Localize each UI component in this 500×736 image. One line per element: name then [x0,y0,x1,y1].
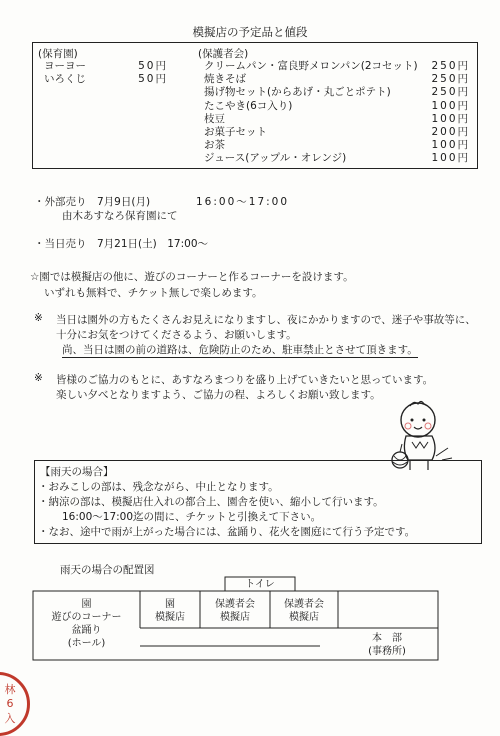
plan-hall-line: 遊びのコーナー [51,612,122,623]
plan-office [342,632,432,658]
menu-item-name: 揚げ物セット(からあげ・丸ごとポテト) [204,86,391,99]
rain-line3: 16:00〜17:00迄の間に、チケットと引換えて下さい。 [62,511,322,523]
plan-parents-stall-line: 保護者会 [284,599,324,610]
plan-parents-stall-line: 模擬店 [289,612,319,623]
menu-item-price: 250円 [431,60,470,72]
plan-parents-stall-1 [200,598,270,624]
toilet-label: トイレ [245,579,275,590]
rain-line4: ・なお、途中で雨が上がった場合には、盆踊り、花火を園庭にて行う予定です。 [38,526,416,538]
menu-item-name: ヨーヨー [44,60,86,72]
thanks-mark: ※ [34,372,43,384]
plan-hall-line: 盆踊り [71,625,102,636]
menu-item-name: 焼きそば [204,73,246,86]
plan-nursery-stall [140,598,200,624]
menu-item-name: ジュース(アップル・オレンジ) [204,152,347,165]
menu-item-name: お茶 [204,139,225,152]
menu-item-name: お菓子セット [204,126,267,138]
rain-heading: 【雨天の場合】 [40,466,114,478]
plan-office-line: 本 部 [372,633,402,644]
outside-sale-place: 由木あすなろ保育園にて [62,210,178,222]
menu-item-price: 100円 [431,139,470,152]
plan-nursery-stall-line: 模擬店 [155,612,185,623]
menu-item-name: たこやき(6コ入り) [204,99,293,112]
stamp-text-bottom: 入 [4,712,16,725]
plan-hall [33,598,140,650]
plan-hall-line: (ホール) [67,638,106,649]
menu-item-price: 100円 [431,152,470,165]
caution-mark: ※ [34,312,43,324]
caution-line2: 十分にお気をつけてくださるよう、お願いします。 [56,329,297,341]
plan-hall-line: 園 [81,599,92,610]
plan-parents-stall-line: 保護者会 [215,599,255,610]
plan-parents-stall-2 [270,598,338,624]
page-title: 模擬店の予定品と値段 [192,25,308,39]
outside-sale-time: 16:00〜17:00 [196,196,290,208]
nursery-heading: (保育園) [38,48,78,60]
stamp-text-top: 林 [4,683,16,696]
plan-office-line: (事務所) [368,646,406,657]
menu-item-price: 50円 [138,60,168,72]
menu-item-price: 100円 [431,112,470,125]
outside-sale-label: ・外部売り 7月9日(月) [34,196,151,208]
plan-nursery-stall-line: 園 [165,599,175,610]
floor-plan-heading: 雨天の場合の配置図 [60,564,155,576]
menu-item-name: クリームパン・富良野メロンパン(2コセット) [204,60,418,72]
stamp-text-middle: 6 [6,697,14,710]
caution-line1: 当日は園外の方もたくさんお見えになりますし、夜にかかりますので、迷子や事故等に、 [56,314,476,326]
corner-note-line2: いずれも無料で、チケット無しで楽しめます。 [44,287,263,299]
caution-line3: 尚、当日は園の前の道路は、危険防止のため、駐車禁止とさせて頂きます。 [62,344,418,356]
menu-item-price: 250円 [431,73,470,86]
menu-item-price: 250円 [431,86,470,99]
menu-item-price: 200円 [431,126,470,138]
menu-item-price: 50円 [138,73,168,85]
menu-item-name: いろくじ [44,73,86,85]
parents-heading: (保護者会) [198,48,249,60]
red-stamp [0,672,30,736]
menu-item-name: 枝豆 [204,112,225,125]
plan-parents-stall-line: 模擬店 [220,612,250,623]
day-sale-label: ・当日売り 7月21日(土) 17:00〜 [34,238,208,250]
thanks-line2: 楽しい夕べとなりますよう、ご協力の程、よろしくお願い致します。 [56,389,381,401]
rain-line2: ・納涼の部は、模擬店仕入れの都合上、園舎を使い、縮小して行います。 [38,496,384,508]
menu-item-price: 100円 [431,99,470,112]
rain-line1: ・おみこしの部は、残念ながら、中止となります。 [38,481,279,493]
corner-note-line1: ☆園では模擬店の他に、遊びのコーナーと作るコーナーを設けます。 [30,271,354,283]
thanks-line1: 皆様のご協力のもとに、あすなろまつりを盛り上げていきたいと思っています。 [56,374,434,386]
